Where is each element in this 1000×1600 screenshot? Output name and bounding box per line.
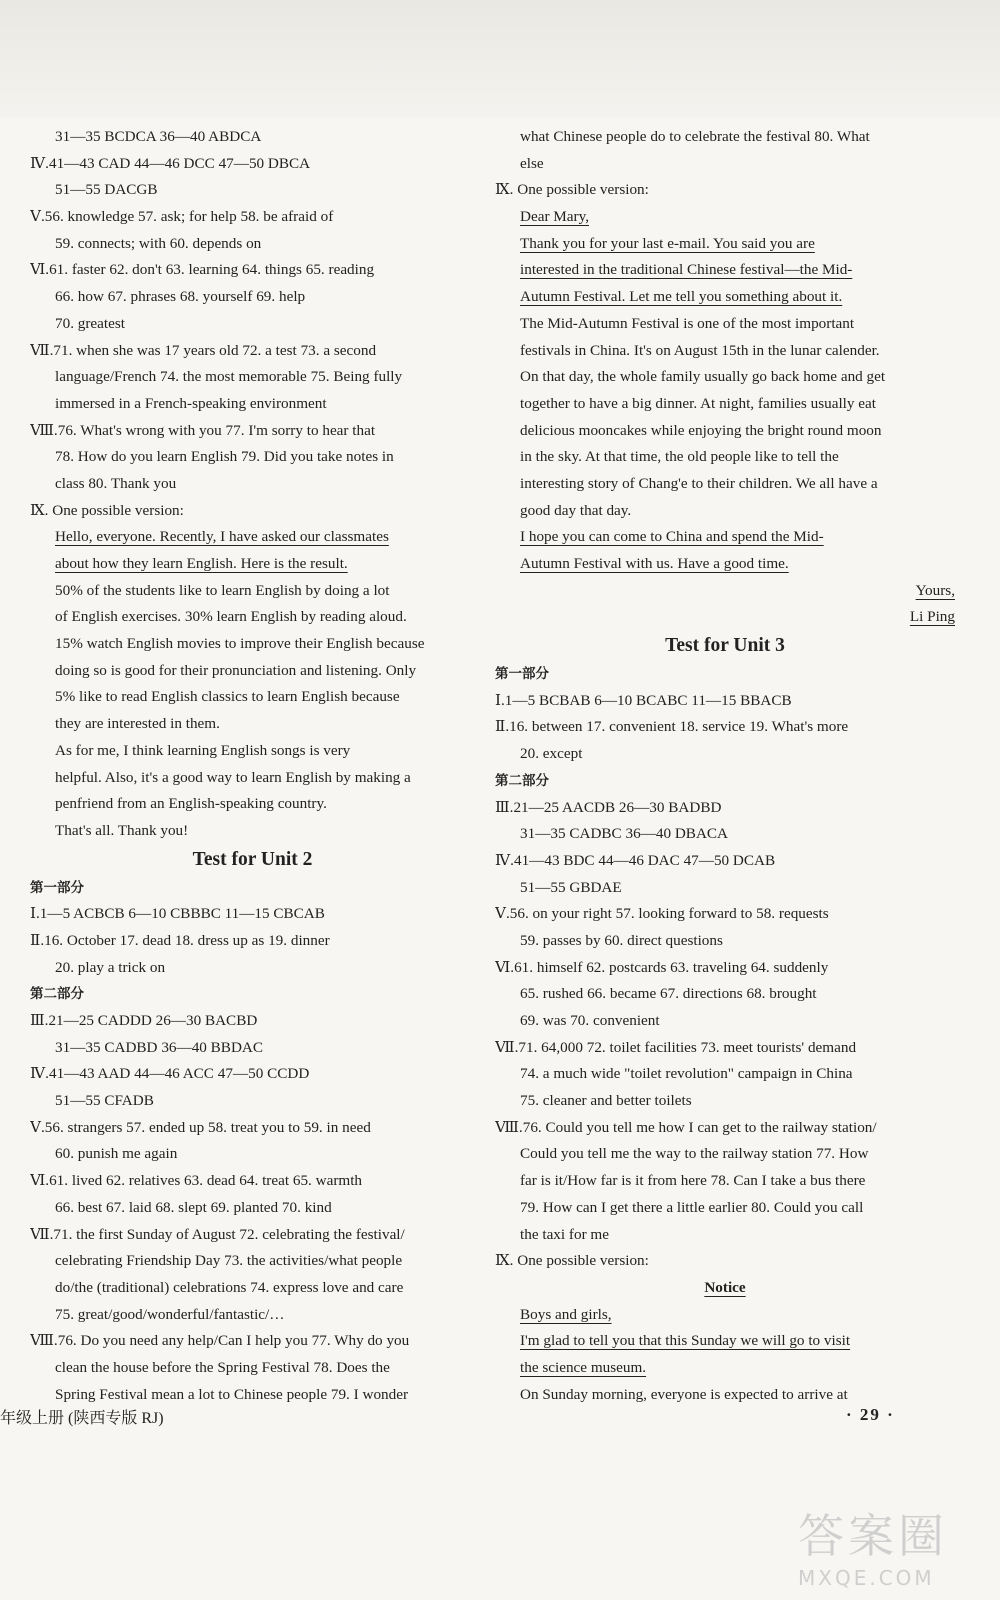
right-column-line: 第二部分 (495, 772, 549, 789)
right-column-line: festivals in China. It's on August 15th in the lunar calender. (520, 341, 880, 359)
right-column-line: 59. passes by 60. direct questions (520, 931, 723, 949)
watermark-line2: MXQE.COM (798, 1566, 935, 1590)
left-column-line: 50% of the students like to learn English by doing a lot (55, 581, 390, 599)
left-column-line: doing so is good for their pronunciation and listening. Only (55, 661, 417, 679)
left-column-line: about how they learn English. Here is the result. (55, 555, 348, 572)
left-column-line: helpful. Also, it's a good way to learn English by making a (55, 768, 411, 786)
right-column-line: Ⅷ.76. Could you tell me how I can get to the railway station/ (495, 1118, 877, 1136)
right-column-line: Ⅴ.56. on your right 57. looking forward to 58. requests (495, 905, 829, 923)
page-number: · 29 · (846, 1405, 895, 1424)
left-column-line: Spring Festival mean a lot to Chinese people 79. I wonder (55, 1385, 409, 1403)
right-column-line: interesting story of Chang'e to their children. We all have a (520, 474, 878, 492)
right-column-line: Ⅸ. One possible version: (495, 181, 649, 199)
footer-book-info: 年级上册 (陕西专版 RJ) (0, 1410, 164, 1427)
left-column-line: 20. play a trick on (55, 958, 166, 976)
right-column-line: Ⅰ.1—5 BCBAB 6—10 BCABC 11—15 BBACB (495, 691, 792, 709)
right-column-line: good day that day. (520, 501, 632, 519)
left-column-line: 78. How do you learn English 79. Did you take notes in (55, 448, 394, 466)
page-top-shadow (0, 0, 1000, 118)
left-column-line: do/the (traditional) celebrations 74. express love and care (55, 1278, 404, 1296)
right-column-line: Notice (704, 1278, 746, 1296)
right-column-line: Yours, (915, 581, 955, 599)
left-column-line: Test for Unit 2 (192, 848, 313, 870)
right-column-line: Autumn Festival with us. Have a good time. (520, 555, 789, 572)
right-column-line: 69. was 70. convenient (520, 1012, 660, 1029)
right-column-line: interested in the traditional Chinese festival—the Mid- (520, 261, 853, 279)
left-column-line: 51—55 DACGB (55, 181, 158, 199)
right-column-line: together to have a big dinner. At night, families usually eat (520, 394, 876, 412)
left-column-line: 31—35 CADBD 36—40 BBDAC (55, 1038, 264, 1056)
right-column-line: 65. rushed 66. became 67. directions 68. brought (520, 985, 817, 1003)
left-column-line: Ⅶ.71. when she was 17 years old 72. a test 73. a second (30, 341, 377, 359)
right-column-line: 第一部分 (495, 666, 549, 683)
left-column-line: Ⅳ.41—43 AAD 44—46 ACC 47—50 CCDD (30, 1065, 310, 1083)
right-column-line: I'm glad to tell you that this Sunday we will go to visit (520, 1332, 851, 1350)
left-column-line: 51—55 CFADB (55, 1092, 154, 1110)
left-column-line: immersed in a French-speaking environment (55, 394, 327, 412)
left-column-line: Ⅵ.61. faster 62. don't 63. learning 64. things 65. reading (30, 261, 375, 279)
left-column-line: Ⅰ.1—5 ACBCB 6—10 CBBBC 11—15 CBCAB (30, 905, 325, 923)
right-column-line: 51—55 GBDAE (520, 878, 622, 896)
right-column-line: Dear Mary, (520, 208, 590, 226)
right-column-line: far is it/How far is it from here 78. Can I take a bus there (520, 1172, 866, 1190)
watermark-logo (798, 1500, 988, 1595)
right-column-line: 79. How can I get there a little earlier 80. Could you call (520, 1198, 864, 1216)
left-column-line: That's all. Thank you! (55, 821, 189, 839)
left-column-line: 70. greatest (55, 314, 126, 332)
right-column-line: else (520, 154, 544, 172)
left-column-line: Ⅷ.76. What's wrong with you 77. I'm sorry to hear that (30, 421, 376, 439)
left-column-line: 第二部分 (30, 986, 84, 1003)
left-column-line: language/French 74. the most memorable 75. Being fully (55, 368, 403, 386)
right-column-line: The Mid-Autumn Festival is one of the most important (520, 314, 855, 332)
left-column-line: Ⅸ. One possible version: (30, 501, 184, 519)
right-column-line: Test for Unit 3 (665, 635, 785, 657)
left-column-line: 31—35 BCDCA 36—40 ABDCA (55, 128, 262, 145)
right-column-line: the taxi for me (520, 1225, 609, 1243)
left-column-line: celebrating Friendship Day 73. the activities/what people (55, 1252, 403, 1270)
right-column-line: delicious mooncakes while enjoying the bright round moon (520, 421, 882, 439)
left-column-line: 66. best 67. laid 68. slept 69. planted 70. kind (55, 1198, 332, 1216)
left-column-line: Ⅵ.61. lived 62. relatives 63. dead 64. treat 65. warmth (30, 1172, 363, 1190)
left-column-line: 66. how 67. phrases 68. yourself 69. help (55, 288, 306, 306)
right-column-line: Could you tell me the way to the railway station 77. How (520, 1145, 869, 1163)
left-column-line: clean the house before the Spring Festival 78. Does the (55, 1358, 390, 1376)
right-column-line: On Sunday morning, everyone is expected to arrive at (520, 1385, 848, 1403)
left-column-line: Ⅷ.76. Do you need any help/Can I help you 77. Why do you (30, 1332, 410, 1350)
left-column (30, 124, 475, 1408)
left-column-line: class 80. Thank you (55, 474, 177, 492)
left-column-line: penfriend from an English-speaking country. (55, 795, 327, 813)
left-column-line: 第一部分 (30, 879, 84, 896)
right-column-line: On that day, the whole family usually go back home and get (520, 368, 886, 386)
right-column (495, 124, 955, 1408)
right-column-line: Ⅲ.21—25 AACDB 26—30 BADBD (495, 798, 722, 816)
right-column-line: Li Ping (909, 608, 955, 626)
left-column-line: 15% watch English movies to improve their English because (55, 635, 425, 653)
right-column-line: Thank you for your last e-mail. You said you are (520, 234, 815, 252)
right-column-line: 31—35 CADBC 36—40 DBACA (520, 825, 729, 843)
left-column-line: Ⅳ.41—43 CAD 44—46 DCC 47—50 DBCA (30, 154, 311, 172)
right-column-line: Ⅶ.71. 64,000 72. toilet facilities 73. meet tourists' demand (495, 1038, 857, 1056)
right-column-line: in the sky. At that time, the old people like to tell the (520, 448, 839, 466)
right-column-line: Ⅱ.16. between 17. convenient 18. service 19. What's more (495, 718, 849, 736)
right-column-line: 75. cleaner and better toilets (520, 1092, 692, 1110)
left-column-line: 5% like to read English classics to learn English because (55, 688, 400, 706)
left-column-line: 75. great/good/wonderful/fantastic/… (55, 1305, 285, 1323)
right-column-line: Boys and girls, (520, 1305, 612, 1323)
left-column-line: Ⅴ.56. strangers 57. ended up 58. treat you to 59. in need (30, 1118, 371, 1136)
left-column-line: 60. punish me again (55, 1145, 178, 1163)
left-column-line: Ⅲ.21—25 CADDD 26—30 BACBD (30, 1012, 258, 1029)
left-column-line: Ⅴ.56. knowledge 57. ask; for help 58. be afraid of (30, 208, 334, 226)
right-column-line: Ⅳ.41—43 BDC 44—46 DAC 47—50 DCAB (495, 851, 776, 869)
watermark-line1: 答案圈 (798, 1509, 948, 1563)
right-column-line: Ⅵ.61. himself 62. postcards 63. traveling 64. suddenly (495, 958, 829, 976)
right-column-line: I hope you can come to China and spend the Mid- (520, 528, 824, 546)
right-column-line: what Chinese people do to celebrate the festival 80. What (520, 128, 870, 145)
left-column-line: Ⅶ.71. the first Sunday of August 72. celebrating the festival/ (30, 1225, 405, 1243)
right-column-line: 74. a much wide "toilet revolution" campaign in China (520, 1065, 853, 1083)
right-column-line: Autumn Festival. Let me tell you something about it. (520, 288, 843, 306)
left-column-line: Hello, everyone. Recently, I have asked our classmates (55, 528, 389, 546)
left-column-line: 59. connects; with 60. depends on (55, 234, 262, 252)
right-column-line: the science museum. (520, 1358, 647, 1376)
right-column-line: 20. except (520, 745, 583, 763)
left-column-line: they are interested in them. (55, 715, 220, 733)
left-column-line: Ⅱ.16. October 17. dead 18. dress up as 19. dinner (30, 931, 330, 949)
right-column-line: Ⅸ. One possible version: (495, 1252, 649, 1270)
left-column-line: As for me, I think learning English songs is very (55, 741, 351, 759)
left-column-line: of English exercises. 30% learn English by reading aloud. (55, 608, 407, 626)
